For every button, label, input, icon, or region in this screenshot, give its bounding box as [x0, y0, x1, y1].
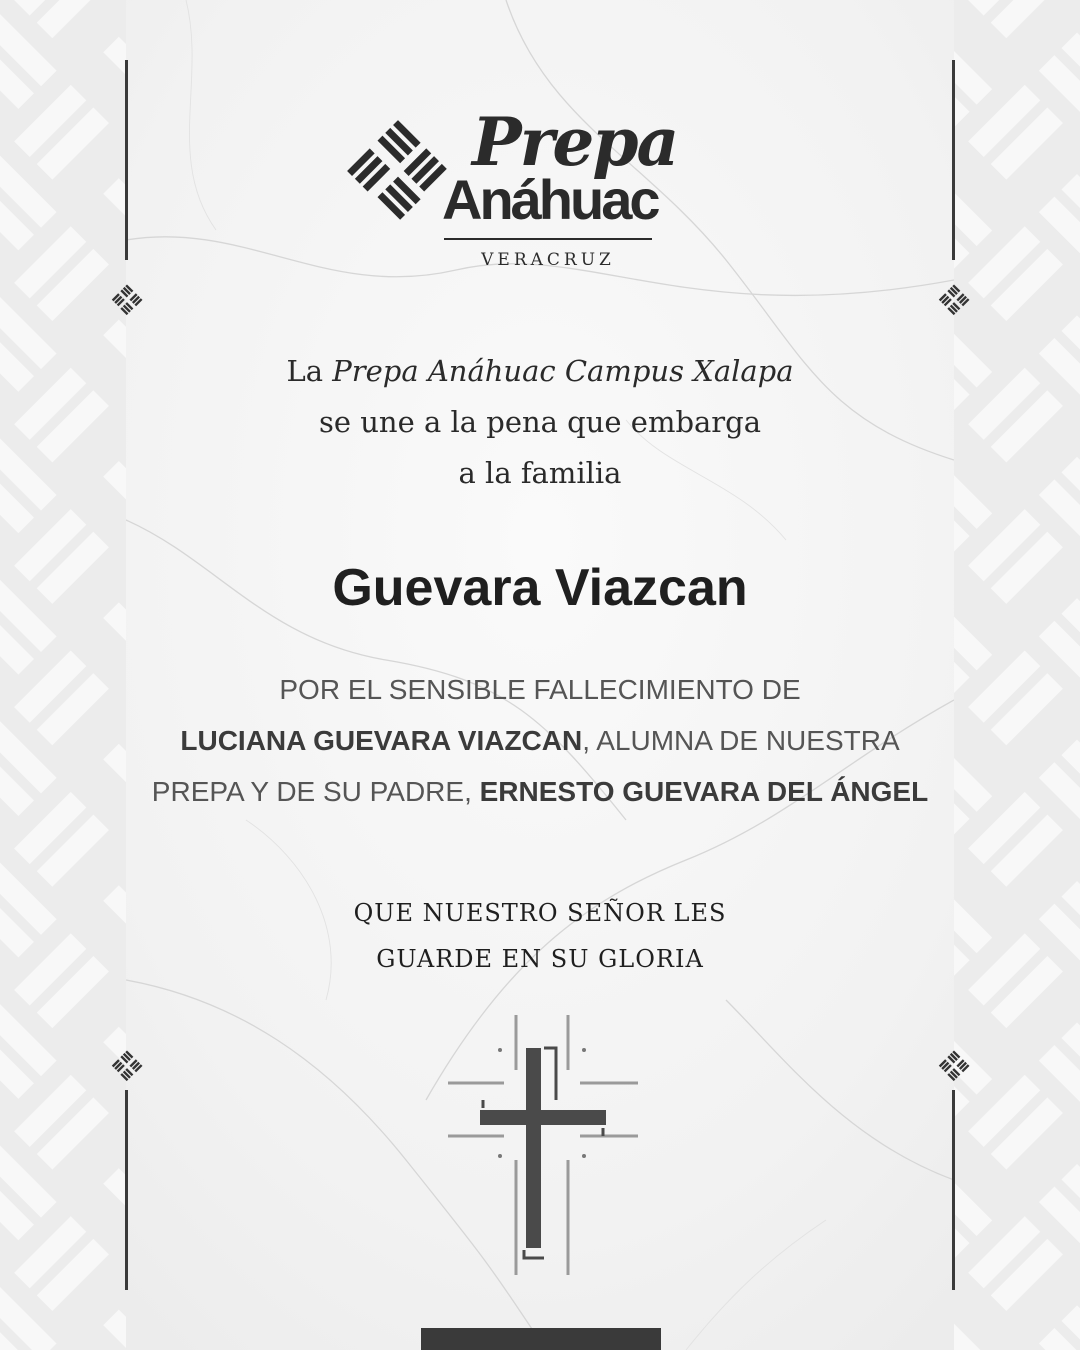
intro-text [200, 346, 880, 499]
left-decorative-panel [0, 0, 126, 1350]
logo-script-word: Prepa [472, 103, 678, 181]
message-body [150, 664, 930, 817]
intro-line-2: se une a la pena que embarga [318, 405, 762, 439]
father-name: ERNESTO GUEVARA DEL ÁNGEL [479, 776, 929, 807]
intro-prefix: La [286, 354, 333, 388]
message-line-2-suffix: , ALUMNA DE NUESTRA [582, 725, 900, 756]
right-decorative-panel [954, 0, 1080, 1350]
diamond-emblem-icon [109, 1048, 145, 1084]
intro-line-3: a la familia [458, 456, 622, 490]
frame-line-right-bottom [952, 1090, 955, 1290]
message-line-1: POR EL SENSIBLE FALLECIMIENTO DE [279, 674, 801, 705]
frame-line-left-bottom [125, 1090, 128, 1290]
prayer-text [200, 890, 880, 982]
institution-name: Prepa Anáhuac Campus Xalapa [332, 354, 794, 388]
intro-line-1 [200, 346, 880, 397]
frame-line-right-top [952, 60, 955, 260]
lattice-pattern [954, 0, 1080, 1350]
logo-subtitle: VERACRUZ [481, 250, 615, 270]
logo-name: Anáhuac [442, 168, 658, 231]
diamond-emblem-icon [936, 282, 972, 318]
cross-icon [440, 1010, 640, 1280]
family-name: Guevara Viazcan [332, 559, 748, 617]
diamond-emblem-icon [936, 1048, 972, 1084]
frame-line-left-top [125, 60, 128, 260]
message-line-3 [150, 766, 930, 817]
woven-diamond-logo-icon [340, 113, 456, 229]
prayer-line-2: GUARDE EN SU GLORIA [376, 945, 704, 973]
logo-divider [444, 238, 652, 240]
diamond-emblem-icon [109, 282, 145, 318]
bottom-bar [421, 1328, 661, 1350]
lattice-pattern [0, 0, 126, 1350]
student-name: LUCIANA GUEVARA VIAZCAN [180, 725, 583, 756]
prayer-line-1: QUE NUESTRO SEÑOR LES [353, 899, 727, 927]
message-line-2 [150, 715, 930, 766]
message-line-3-prefix: PREPA Y DE SU PADRE, [151, 776, 480, 807]
prepa-anahuac-logo [340, 103, 678, 275]
